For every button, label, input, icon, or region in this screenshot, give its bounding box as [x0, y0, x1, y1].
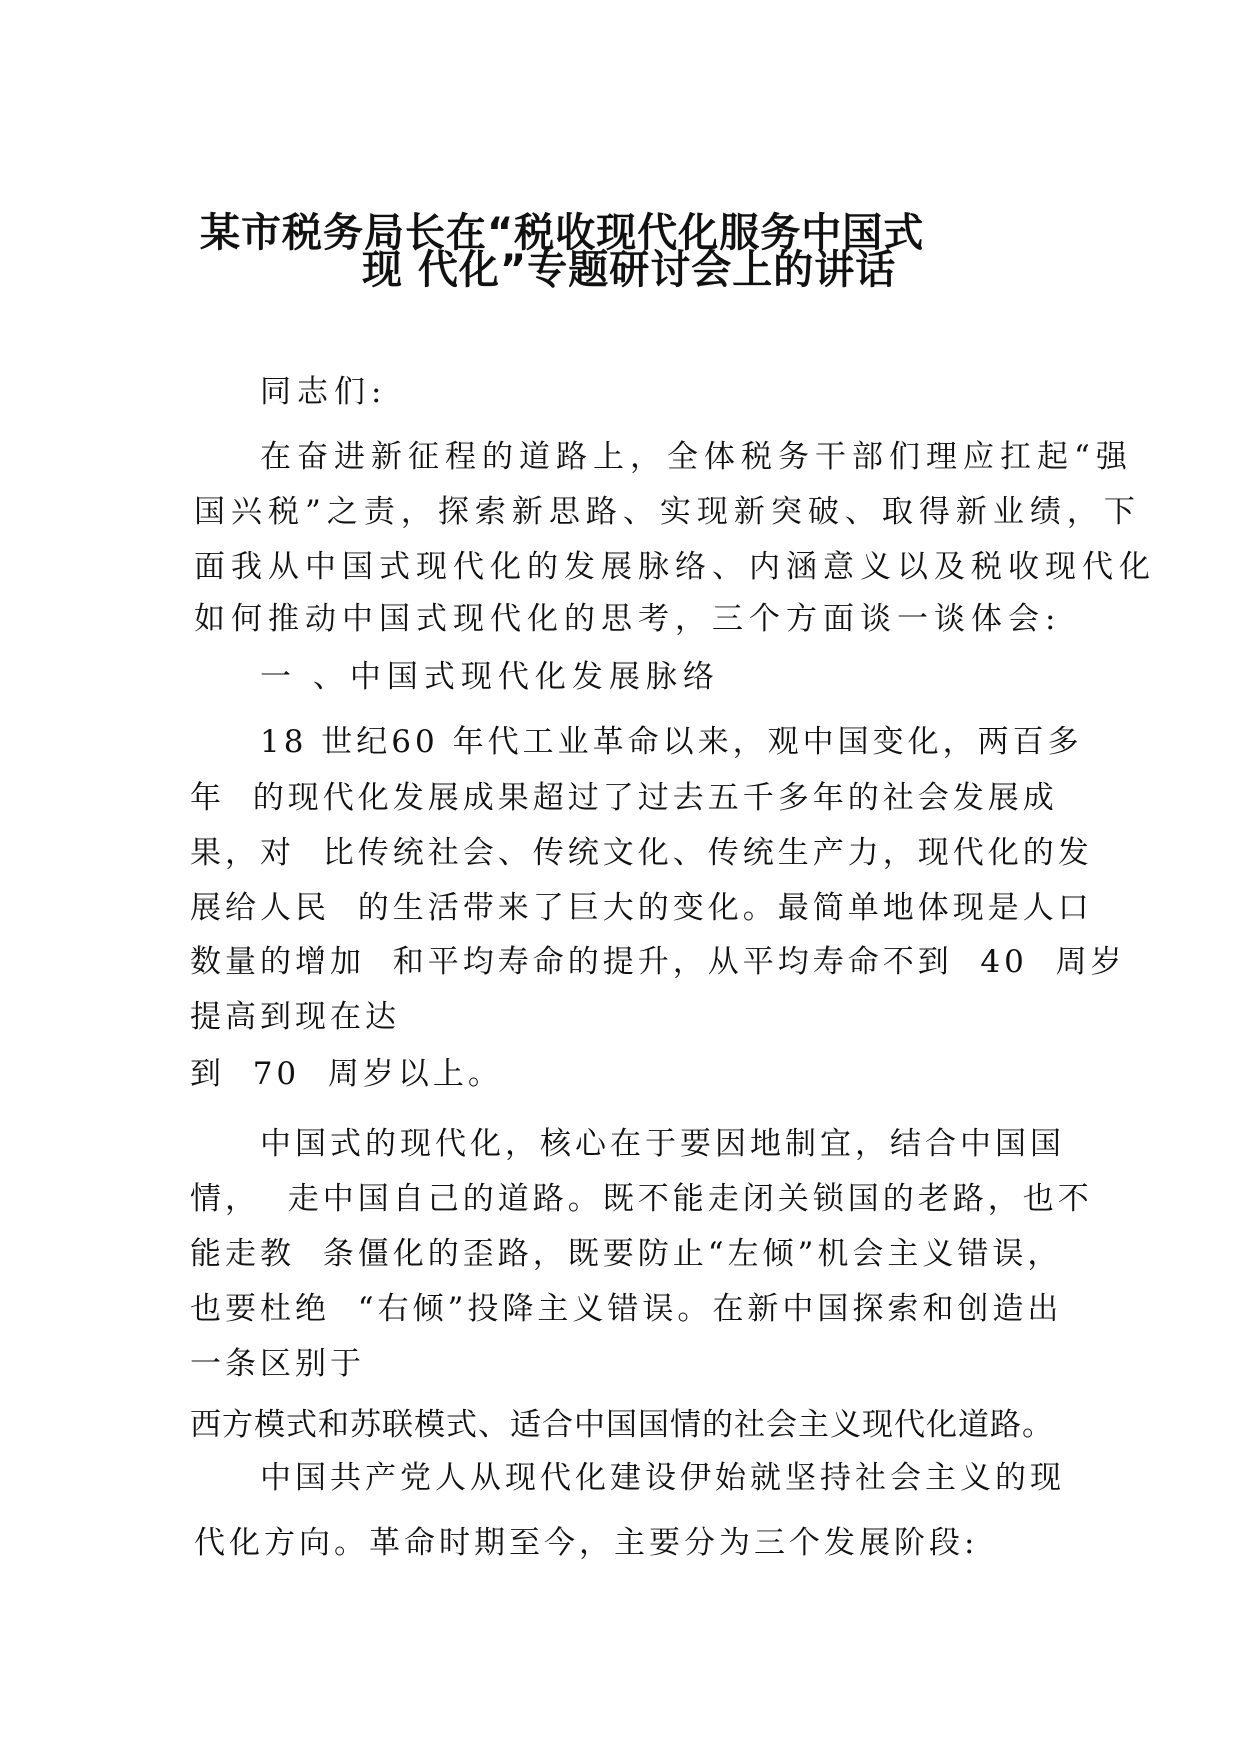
body-line: 西方模式和苏联模式、适合中国国情的社会主义现代化道路。	[190, 1407, 1054, 1443]
body-line: 提高到现在达	[190, 999, 400, 1035]
body-line: 代化方向。革命时期至今，主要分为三个发展阶段:	[194, 1525, 979, 1561]
body-line: 年 的现代化发展成果超过了过去五千多年的社会发展成	[190, 780, 1058, 816]
body-line: 在奋进新征程的道路上，全体税务干部们理应扛起“强	[260, 439, 1133, 475]
document-title-line-2: 现 代化”专题研讨会上的讲话	[362, 247, 897, 293]
body-line: 也要杜绝 “右倾”投降主义错误。在新中国探索和创造出	[190, 1291, 1063, 1327]
document-title-line-1: 某市税务局长在“税收现代化服务中国式	[200, 210, 925, 256]
body-line: 数量的增加 和平均寿命的提升，从平均寿命不到 40 周岁	[190, 944, 1126, 980]
body-line: 中国式的现代化，核心在于要因地制宜，结合中国国	[260, 1126, 1065, 1162]
section-heading: 一 、中国式现代化发展脉络	[260, 659, 720, 695]
body-line: 一条区别于	[190, 1346, 365, 1382]
salutation: 同志们:	[260, 374, 388, 410]
body-line: 能走教 条僵化的歪路，既要防止“左倾”机会主义错误，	[190, 1236, 1063, 1272]
body-line: 18 世纪60 年代工业革命以来，观中国变化，两百多	[260, 724, 1083, 760]
body-line: 面我从中国式现代化的发展脉络、内涵意义以及税收现代化	[194, 549, 1156, 585]
body-line: 国兴税”之责，探索新思路、实现新突破、取得新业绩，下	[194, 494, 1141, 530]
body-line: 情， 走中国自己的道路。既不能走闭关锁国的老路，也不	[190, 1181, 1093, 1217]
body-line: 到 70 周岁以上。	[190, 1056, 503, 1092]
body-line: 展给人民 的生活带来了巨大的变化。最简单地体现是人口	[190, 890, 1093, 926]
body-line: 如何推动中国式现代化的思考，三个方面谈一谈体会:	[194, 601, 1062, 637]
body-line: 果，对 比传统社会、传统文化、传统生产力，现代化的发	[190, 835, 1093, 871]
body-line: 中国共产党人从现代化建设伊始就坚持社会主义的现	[260, 1460, 1065, 1496]
